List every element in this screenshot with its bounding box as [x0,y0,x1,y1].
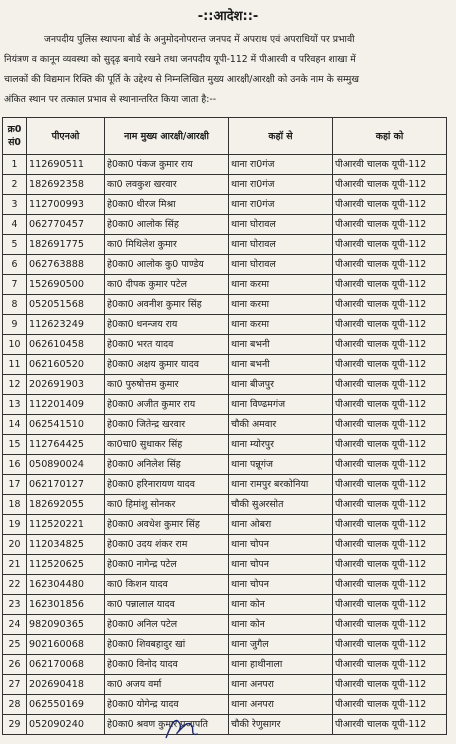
cell-from: थाना घोरावल [229,215,333,235]
table-row [3,555,447,575]
header-serial-line1: क्र0 [7,124,22,135]
cell-name: का0चा0 सुधाकर सिंह [105,435,229,455]
cell-name: हे0का0 अनिलेश सिंह [105,455,229,475]
cell-pno: 112764425 [27,435,105,455]
cell-to: पीआरवी चालक यूपी-112 [333,235,447,255]
table-row [3,695,447,715]
table-row [3,655,447,675]
cell-to: पीआरवी चालक यूपी-112 [333,535,447,555]
cell-to: पीआरवी चालक यूपी-112 [333,375,447,395]
cell-from: चौकी सुअरसोत [229,495,333,515]
table-row [3,435,447,455]
cell-pno: 112520625 [27,555,105,575]
cell-to: पीआरवी चालक यूपी-112 [333,555,447,575]
table-row [3,415,447,435]
table-row [3,335,447,355]
cell-pno: 162301856 [27,595,105,615]
cell-from: थाना बीजपुर [229,375,333,395]
cell-from: थाना अनपरा [229,695,333,715]
cell-from: थाना विण्ढमगंज [229,395,333,415]
table-row [3,595,447,615]
cell-serial: 12 [3,375,27,395]
cell-from: थाना चोपन [229,535,333,555]
cell-name: हे0का0 अक्षय कुमार यादव [105,355,229,375]
table-row [3,475,447,495]
header-from: कहॉ से [229,118,333,155]
cell-from: थाना रा0गंज [229,155,333,175]
cell-from: थाना घोरावल [229,235,333,255]
cell-pno: 202691903 [27,375,105,395]
cell-pno: 182691775 [27,235,105,255]
cell-name: हे0का0 धनन्जय राय [105,315,229,335]
cell-serial: 8 [3,295,27,315]
table-row [3,675,447,695]
cell-serial: 14 [3,415,27,435]
cell-from: थाना रा0गंज [229,195,333,215]
cell-name: हे0का0 योगेन्द्र यादव [105,695,229,715]
table-row [3,175,447,195]
intro-paragraph [4,30,452,110]
cell-serial: 26 [3,655,27,675]
cell-serial: 27 [3,675,27,695]
table-row [3,535,447,555]
cell-to: पीआरवी चालक यूपी-112 [333,475,447,495]
cell-to: पीआरवी चालक यूपी-112 [333,395,447,415]
cell-to: पीआरवी चालक यूपी-112 [333,715,447,735]
cell-pno: 202690418 [27,675,105,695]
table-row [3,515,447,535]
table-row [3,495,447,515]
cell-to: पीआरवी चालक यूपी-112 [333,155,447,175]
table-row [3,375,447,395]
cell-to: पीआरवी चालक यूपी-112 [333,175,447,195]
cell-serial: 10 [3,335,27,355]
cell-from: थाना करमा [229,275,333,295]
cell-from: थाना बभनी [229,335,333,355]
table-row [3,635,447,655]
table-row [3,195,447,215]
table-row [3,155,447,175]
cell-pno: 112034825 [27,535,105,555]
cell-name: का0 दीपक कुमार पटेल [105,275,229,295]
cell-pno: 052051568 [27,295,105,315]
cell-serial: 24 [3,615,27,635]
cell-from: थाना कोन [229,595,333,615]
cell-to: पीआरवी चालक यूपी-112 [333,195,447,215]
table-row [3,315,447,335]
cell-name: का0 अजय वर्मा [105,675,229,695]
table-row [3,395,447,415]
cell-to: पीआरवी चालक यूपी-112 [333,315,447,335]
cell-pno: 062160520 [27,355,105,375]
cell-to: पीआरवी चालक यूपी-112 [333,275,447,295]
order-title: -::आदेश::- [197,9,259,24]
header-pno: पीएनओ [27,118,105,155]
table-row [3,295,447,315]
cell-serial: 15 [3,435,27,455]
cell-serial: 23 [3,595,27,615]
cell-pno: 162304480 [27,575,105,595]
cell-name: हे0का0 आलोक कु0 पाण्डेय [105,255,229,275]
cell-to: पीआरवी चालक यूपी-112 [333,675,447,695]
cell-pno: 112623249 [27,315,105,335]
table-row [3,355,447,375]
cell-name: का0 पन्नालाल यादव [105,595,229,615]
cell-name: हे0का0 अवनीश कुमार सिंह [105,295,229,315]
cell-serial: 3 [3,195,27,215]
header-name: नाम मुख्य आरक्षी/आरक्षी [105,118,229,155]
cell-name: हे0का0 पंकज कुमार राय [105,155,229,175]
cell-name: हे0का0 आलोक सिंह [105,215,229,235]
table-row [3,215,447,235]
cell-from: थाना म्योरपुर [229,435,333,455]
cell-pno: 112201409 [27,395,105,415]
cell-to: पीआरवी चालक यूपी-112 [333,295,447,315]
header-serial-line2: सं0 [8,137,21,148]
cell-from: थाना कोन [229,615,333,635]
cell-name: हे0का0 विनोद यादव [105,655,229,675]
cell-pno: 062610458 [27,335,105,355]
cell-to: पीआरवी चालक यूपी-112 [333,455,447,475]
cell-from: थाना बभनी [229,355,333,375]
cell-to: पीआरवी चालक यूपी-112 [333,335,447,355]
cell-from: थाना रामपुर बरकोनिया [229,475,333,495]
cell-name: हे0का0 हरिनारायण यादव [105,475,229,495]
header-serial [3,118,27,155]
cell-serial: 28 [3,695,27,715]
cell-name: का0 पुरुषोत्तम कुमार [105,375,229,395]
intro-line: चालकों की विद्यमान रिक्ति की पूर्ति के उद्देश्य से निम्नलिखित मुख्य आरक्षी/आरक्षी को उनके नाम के सम्मुख [4,74,359,85]
cell-from: थाना घोरावल [229,255,333,275]
cell-name: हे0का0 अवधेश कुमार सिंह [105,515,229,535]
cell-name: का0 हिमांशु सोनकर [105,495,229,515]
intro-line: अंकित स्थान पर तत्काल प्रभाव से स्थानान्तरित किया जाता है:-- [4,94,217,105]
cell-from: थाना ओबरा [229,515,333,535]
cell-serial: 5 [3,235,27,255]
table-row [3,715,447,735]
cell-to: पीआरवी चालक यूपी-112 [333,495,447,515]
cell-pno: 062763888 [27,255,105,275]
cell-name: हे0का0 नागेन्द्र पटेल [105,555,229,575]
cell-serial: 6 [3,255,27,275]
cell-serial: 4 [3,215,27,235]
cell-pno: 062541510 [27,415,105,435]
table-row [3,575,447,595]
cell-to: पीआरवी चालक यूपी-112 [333,215,447,235]
cell-from: थाना पन्नूगंज [229,455,333,475]
cell-name: हे0का0 धीरज मिश्रा [105,195,229,215]
cell-serial: 29 [3,715,27,735]
cell-to: पीआरवी चालक यूपी-112 [333,655,447,675]
signature [162,712,202,742]
cell-pno: 902160068 [27,635,105,655]
cell-pno: 112700993 [27,195,105,215]
cell-pno: 182692358 [27,175,105,195]
transfer-table [2,117,447,735]
cell-name: हे0का0 अनिल पटेल [105,615,229,635]
cell-serial: 13 [3,395,27,415]
cell-serial: 20 [3,535,27,555]
cell-name: हे0का0 उदय शंकर राम [105,535,229,555]
cell-to: पीआरवी चालक यूपी-112 [333,615,447,635]
cell-name: का0 लवकुश खरवार [105,175,229,195]
cell-name: हे0का0 भरत यादव [105,335,229,355]
header-to: कहां को [333,118,447,155]
cell-pno: 062170127 [27,475,105,495]
cell-pno: 062550169 [27,695,105,715]
cell-pno: 050890024 [27,455,105,475]
cell-from: थाना चोपन [229,575,333,595]
cell-serial: 18 [3,495,27,515]
cell-serial: 22 [3,575,27,595]
intro-line: जनपदीय पुलिस स्थापना बोर्ड के अनुमोदनोपरान्त जनपद में अपराध एवं अपराधियों पर प्रभावी [44,34,355,45]
cell-from: थाना जुगैल [229,635,333,655]
cell-name: का0 मिथिलेश कुमार [105,235,229,255]
table-row [3,255,447,275]
cell-serial: 25 [3,635,27,655]
table-row [3,235,447,255]
cell-serial: 9 [3,315,27,335]
cell-from: चौकी अमवार [229,415,333,435]
cell-serial: 16 [3,455,27,475]
cell-pno: 112690511 [27,155,105,175]
cell-from: थाना करमा [229,295,333,315]
table-row [3,455,447,475]
cell-from: थाना चोपन [229,555,333,575]
cell-pno: 112520221 [27,515,105,535]
cell-to: पीआरवी चालक यूपी-112 [333,595,447,615]
cell-from: थाना हाथीनाला [229,655,333,675]
cell-serial: 2 [3,175,27,195]
table-header-row [3,118,447,155]
cell-from: थाना अनपरा [229,675,333,695]
cell-serial: 19 [3,515,27,535]
cell-to: पीआरवी चालक यूपी-112 [333,355,447,375]
cell-serial: 17 [3,475,27,495]
table-row [3,275,447,295]
cell-from: थाना रा0गंज [229,175,333,195]
cell-to: पीआरवी चालक यूपी-112 [333,515,447,535]
cell-pno: 052090240 [27,715,105,735]
cell-serial: 1 [3,155,27,175]
cell-name: हे0का0 अजीत कुमार राय [105,395,229,415]
cell-from: थाना करमा [229,315,333,335]
cell-serial: 11 [3,355,27,375]
cell-serial: 21 [3,555,27,575]
cell-to: पीआरवी चालक यूपी-112 [333,415,447,435]
cell-to: पीआरवी चालक यूपी-112 [333,695,447,715]
cell-name: का0 किशन यादव [105,575,229,595]
cell-name: हे0का0 जितेन्द्र खरवार [105,415,229,435]
cell-serial: 7 [3,275,27,295]
cell-to: पीआरवी चालक यूपी-112 [333,435,447,455]
cell-pno: 182692055 [27,495,105,515]
cell-pno: 152690500 [27,275,105,295]
cell-from: चौकी रेणुसागर [229,715,333,735]
cell-to: पीआरवी चालक यूपी-112 [333,255,447,275]
table-row [3,615,447,635]
cell-to: पीआरवी चालक यूपी-112 [333,635,447,655]
cell-pno: 062170068 [27,655,105,675]
cell-pno: 982090365 [27,615,105,635]
cell-to: पीआरवी चालक यूपी-112 [333,575,447,595]
cell-pno: 062770457 [27,215,105,235]
cell-name: हे0का0 श्रवण कुमार प्रजापति [105,715,229,735]
intro-line: नियंत्रण व कानून व्यवस्था को सुदृढ़ बनाये रखने तथा जनपदीय यूपी-112 में पीआरवी व परिवहन शाखा में [4,54,356,65]
cell-name: हे0का0 शिवबहादुर खां [105,635,229,655]
